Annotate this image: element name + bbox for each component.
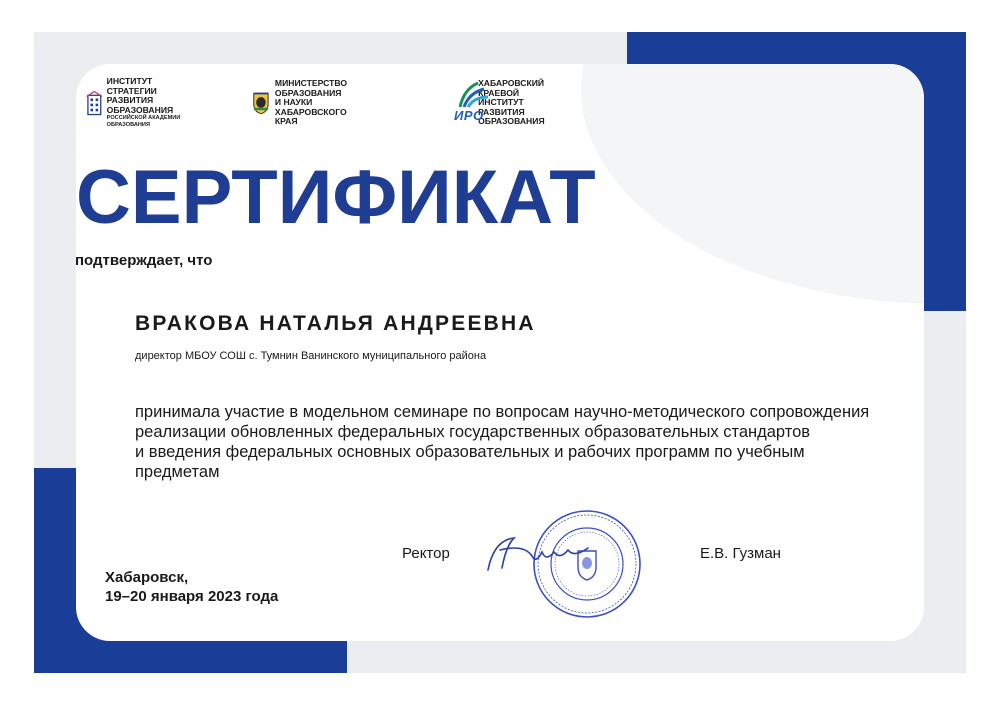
- logo-institute-strategy: [86, 76, 183, 128]
- certificate-body: [135, 402, 935, 482]
- body-line: реализации обновленных федеральных государственных образовательных стандартов: [135, 423, 811, 441]
- building-icon: [86, 83, 103, 123]
- iro-mark: ИРО: [454, 108, 484, 123]
- decorative-arc: [581, 64, 924, 304]
- coat-of-arms-icon: [252, 83, 270, 123]
- logo-line: МИНИСТЕРСТВО ОБРАЗОВАНИЯ: [274, 78, 348, 98]
- certificate-title: СЕРТИФИКАТ: [76, 155, 596, 240]
- logo-line: И НАУКИ ХАБАРОВСКОГО КРАЯ: [274, 97, 347, 127]
- logo-line: РАЗВИТИЯ ОБРАЗОВАНИЯ: [478, 106, 545, 127]
- rector-label: Ректор: [402, 545, 450, 562]
- logo-line: ХАБАРОВСКИЙ КРАЕВОЙ ИНСТИТУТ: [478, 78, 545, 108]
- logo-ministry: [252, 80, 359, 126]
- body-line: принимала участие в модельном семинаре по вопросам научно-методического сопровождения: [135, 403, 870, 421]
- signer-name: Е.В. Гузман: [700, 545, 781, 562]
- logo-line: РАЗВИТИЯ ОБРАЗОВАНИЯ: [106, 95, 174, 115]
- event-date: 19–20 января 2023 года: [105, 588, 279, 605]
- recipient-position: директор МБОУ СОШ с. Тумнин Ванинского муниципального района: [135, 350, 487, 362]
- recipient-name: ВРАКОВА НАТАЛЬЯ АНДРЕЕВНА: [135, 312, 536, 335]
- logo-line: ИНСТИТУТ СТРАТЕГИИ: [106, 76, 157, 96]
- confirms-text: подтверждает, что: [75, 252, 213, 269]
- body-line: предметам: [135, 463, 220, 481]
- logo-subline: РОССИЙСКОЙ АКАДЕМИИ ОБРАЗОВАНИЯ: [106, 115, 181, 128]
- place: Хабаровск,: [105, 569, 189, 586]
- body-line: и введения федеральных основных образовательных и рабочих программ по учебным: [135, 443, 805, 461]
- rector-signature: [484, 530, 594, 580]
- place-date: [105, 568, 278, 606]
- logo-khabarovsk-iro: [454, 80, 562, 126]
- iro-wave-icon: [454, 81, 490, 109]
